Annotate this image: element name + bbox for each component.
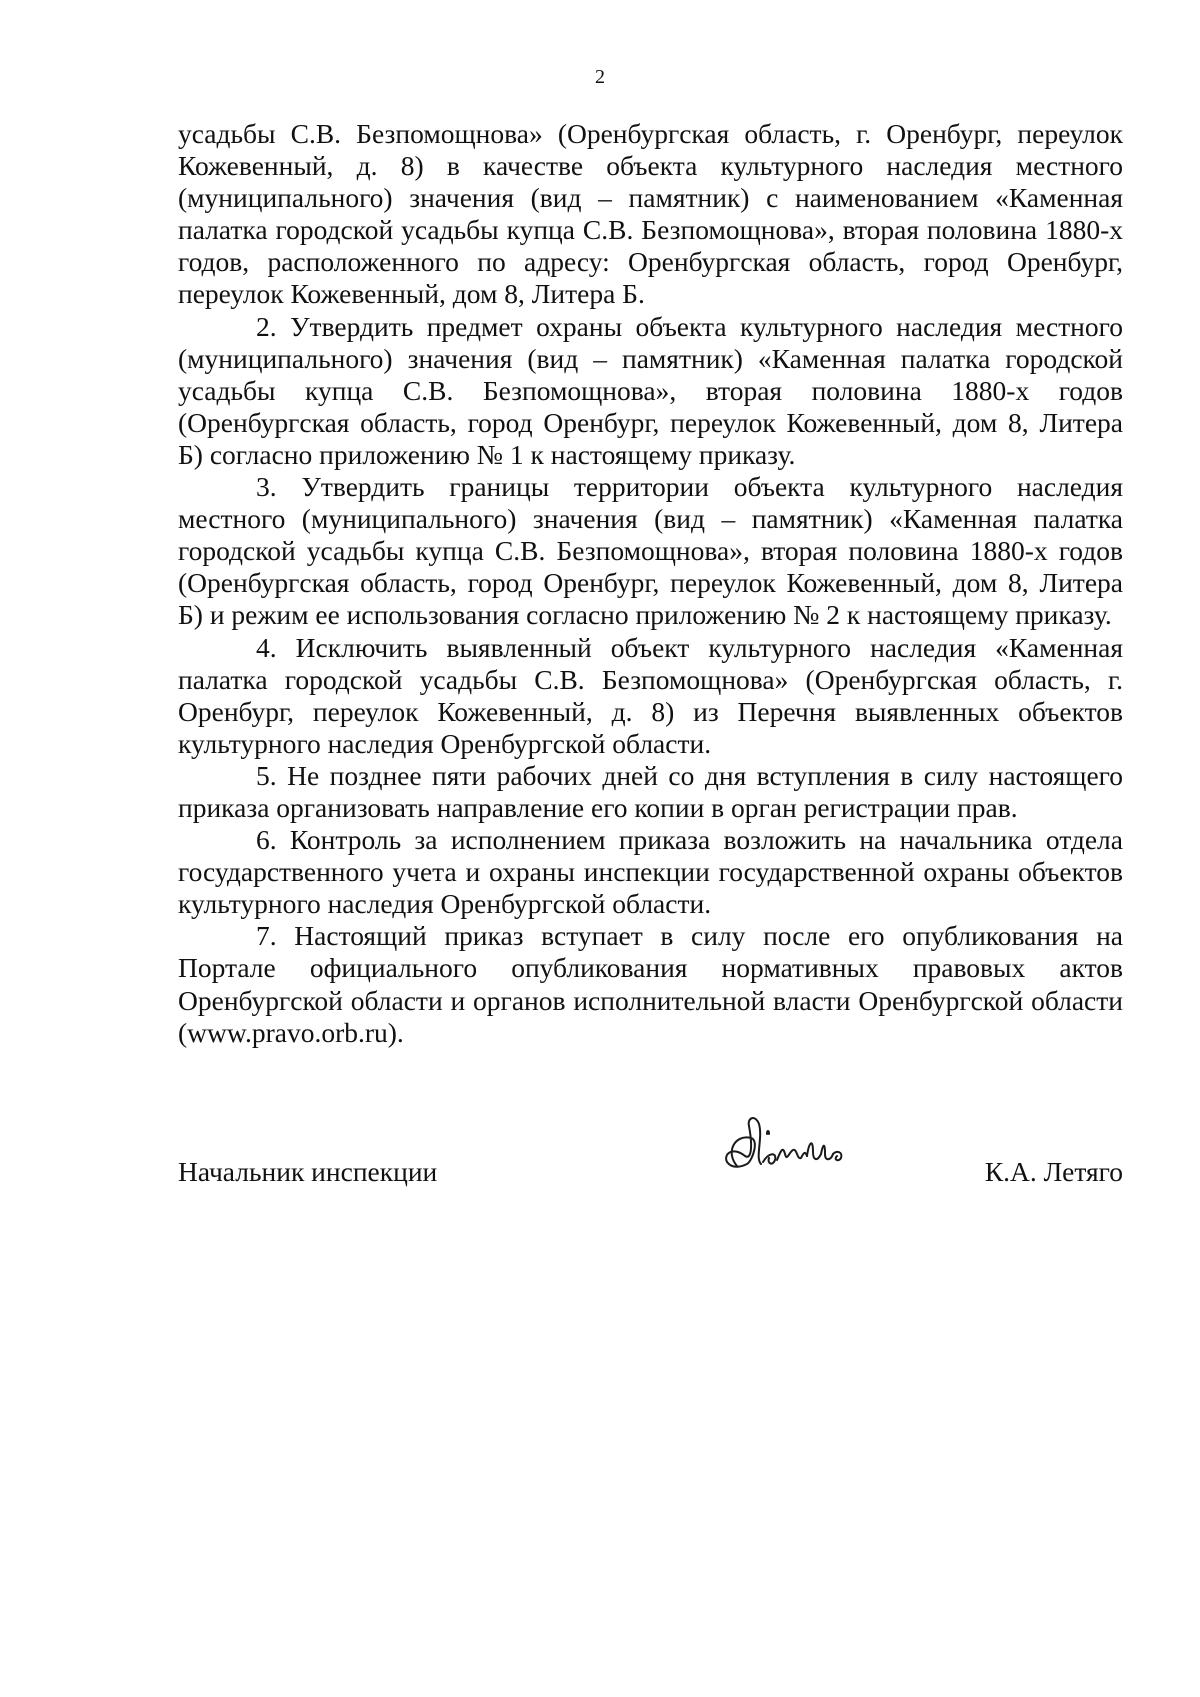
page-number: 2 xyxy=(595,66,605,88)
signer-position: Начальник инспекции xyxy=(178,1156,438,1187)
document-body xyxy=(178,118,1123,1049)
item-7: 7. Настоящий приказ вступает в силу после его опубликования на Портале официального опубликования нормативных правовых актов Оренбургской области и органов исполнительной власти Оренбургской области (www.pravo.orb.ru). xyxy=(178,920,1123,1048)
handwritten-signature xyxy=(703,1108,873,1186)
item-2: 2. Утвердить предмет охраны объекта культурного наследия местного (муниципального) значения (вид – памятник) «Каменная палатка городской усадьбы купца С.В. Безпомощнова», вторая половина 1880-х годов (Оренбургская область, город Оренбург, переулок Кожевенный, дом 8, Литера Б) согласно приложению № 1 к настоящему приказу. xyxy=(178,310,1123,470)
item-3: 3. Утвердить границы территории объекта культурного наследия местного (муниципального) значения (вид – памятник) «Каменная палатка городской усадьбы купца С.В. Безпомощнова», вторая половина 1880-х годов (Оренбургская область, город Оренбург, переулок Кожевенный, дом 8, Литера Б) и режим ее использования согласно приложению № 2 к настоящему приказу. xyxy=(178,471,1123,631)
signature-block xyxy=(178,1156,1123,1196)
item-5: 5. Не позднее пяти рабочих дней со дня вступления в силу настоящего приказа организовать направление его копии в орган регистрации прав. xyxy=(178,759,1123,823)
signer-name: К.А. Летяго xyxy=(984,1156,1123,1187)
item-6: 6. Контроль за исполнением приказа возложить на начальника отдела государственного учета и охраны инспекции государственной охраны объектов культурного наследия Оренбургской области. xyxy=(178,824,1123,920)
intro-paragraph: усадьбы С.В. Безпомощнова» (Оренбургская область, г. Оренбург, переулок Кожевенный, д. 8) в качестве объекта культурного наследия местного (муниципального) значения (вид – памятник) с наименованием «Каменная палатка городской усадьбы купца С.В. Безпомощнова», вторая половина 1880-х годов, расположенного по адресу: Оренбургская область, город Оренбург, переулок Кожевенный, дом 8, Литера Б. xyxy=(178,118,1123,310)
item-4: 4. Исключить выявленный объект культурного наследия «Каменная палатка городской усадьбы С.В. Безпомощнова» (Оренбургская область, г. Оренбург, переулок Кожевенный, д. 8) из Перечня выявленных объектов культурного наследия Оренбургской области. xyxy=(178,631,1123,759)
